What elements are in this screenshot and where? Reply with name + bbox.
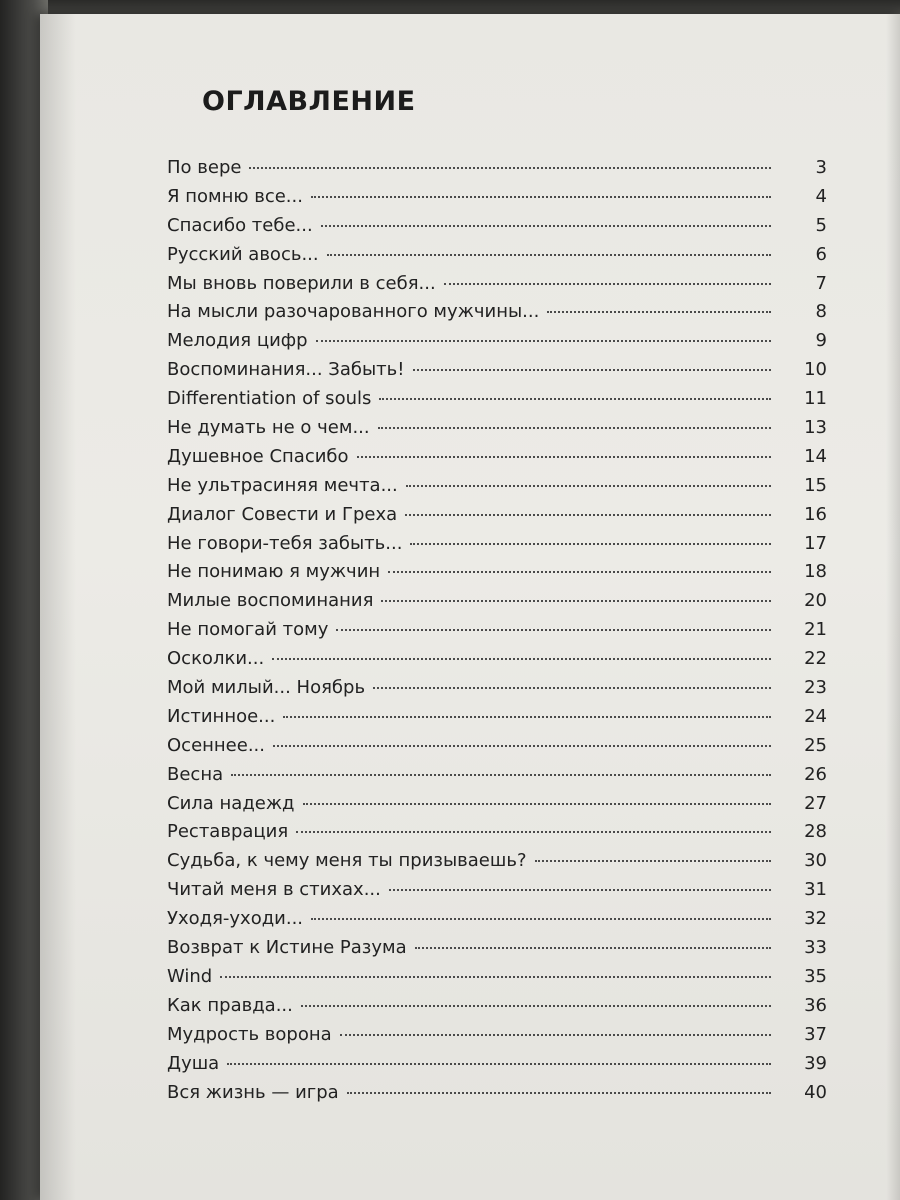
toc-entry — [167, 648, 827, 677]
toc-page-number: 40 — [804, 1081, 827, 1103]
toc-entry — [167, 186, 827, 215]
toc-page-number: 35 — [804, 965, 827, 987]
dot-leader — [303, 803, 771, 805]
toc-entry — [167, 995, 827, 1024]
dot-leader — [373, 687, 771, 689]
dot-leader — [381, 600, 771, 602]
toc-page-number: 24 — [804, 705, 827, 727]
dot-leader — [405, 514, 771, 516]
toc-entry-title: Сила надежд — [167, 792, 295, 814]
toc-entry — [167, 735, 827, 764]
toc-page-number: 5 — [815, 214, 827, 236]
dot-leader — [413, 369, 772, 371]
toc-entry-title: Не ультрасиняя мечта... — [167, 474, 398, 496]
toc-entry-title: Не говори-тебя забыть... — [167, 532, 403, 554]
toc-entry — [167, 619, 827, 648]
dot-leader — [336, 629, 771, 631]
toc-page-number: 37 — [804, 1023, 827, 1045]
toc-entry-title: Не понимаю я мужчин — [167, 561, 381, 583]
toc-page-number: 39 — [804, 1052, 827, 1074]
toc-entry — [167, 417, 827, 446]
toc-entry-title: По вере — [167, 157, 242, 178]
dot-leader — [547, 311, 771, 313]
toc-page-number: 28 — [804, 821, 827, 843]
toc-entry — [167, 359, 827, 388]
dot-leader — [389, 889, 771, 891]
toc-entry-title: На мысли разочарованного мужчины... — [167, 301, 540, 323]
toc-entry-title: Читай меня в стихах... — [167, 879, 381, 901]
toc-entry — [167, 561, 827, 590]
toc-entry — [167, 215, 827, 244]
dot-leader — [311, 918, 771, 920]
toc-page-number: 15 — [804, 474, 827, 496]
dot-leader — [340, 1034, 771, 1036]
toc-page-number: 36 — [804, 994, 827, 1016]
toc-entry-title: Не помогай тому — [167, 619, 329, 641]
dot-leader — [283, 716, 771, 718]
toc-page-number: 6 — [815, 243, 827, 265]
toc-entry — [167, 937, 827, 966]
toc-entry — [167, 388, 827, 417]
toc-page-number: 27 — [804, 792, 827, 814]
dot-leader — [321, 225, 771, 227]
toc-entry-title: Не думать не о чем... — [167, 417, 370, 439]
toc-entry-title: Воспоминания... Забыть! — [167, 359, 405, 381]
toc-entry — [167, 1053, 827, 1082]
toc-page-number: 3 — [815, 157, 827, 178]
toc-entry-title: Мелодия цифр — [167, 330, 308, 352]
dot-leader — [410, 543, 771, 545]
dot-leader — [316, 340, 771, 342]
dot-leader — [273, 745, 771, 747]
toc-page-number: 9 — [815, 330, 827, 352]
toc-entry — [167, 908, 827, 937]
dot-leader — [311, 196, 771, 198]
dot-leader — [357, 456, 771, 458]
dot-leader — [406, 485, 771, 487]
toc-entry — [167, 244, 827, 273]
toc-page-number: 23 — [804, 677, 827, 699]
toc-entry-title: Уходя-уходи... — [167, 908, 304, 930]
toc-entry — [167, 1082, 827, 1111]
dot-leader — [301, 1005, 771, 1007]
toc-entry-title: Душевное Спасибо — [167, 445, 349, 467]
dot-leader — [535, 860, 771, 862]
toc-entry-title: Душа — [167, 1052, 220, 1074]
toc-page-number: 20 — [804, 590, 827, 612]
toc-page-number: 21 — [804, 619, 827, 641]
toc-page-number: 26 — [804, 763, 827, 785]
toc-entry — [167, 677, 827, 706]
book-page — [40, 14, 900, 1200]
toc-entry-title: Мы вновь поверили в себя... — [167, 272, 436, 294]
toc-entry-title: Судьба, к чему меня ты призываешь? — [167, 850, 527, 872]
dot-leader — [272, 658, 771, 660]
toc-entry — [167, 1024, 827, 1053]
toc-entry-title: Истинное... — [167, 705, 276, 727]
toc-entry — [167, 764, 827, 793]
toc-entry-title: Я помню все... — [167, 185, 303, 207]
toc-page-number: 18 — [804, 561, 827, 583]
dot-leader — [347, 1092, 771, 1094]
page-title: ОГЛАВЛЕНИЕ — [202, 86, 416, 117]
dot-leader — [327, 254, 771, 256]
dot-leader — [388, 571, 771, 573]
toc-entry — [167, 330, 827, 359]
toc-entry — [167, 706, 827, 735]
toc-page-number: 10 — [804, 359, 827, 381]
toc-entry-title: Мой милый... Ноябрь — [167, 677, 366, 699]
toc-entry-title: Вся жизнь — игра — [167, 1081, 339, 1103]
toc-entry-title: Wind — [167, 965, 213, 987]
toc-entry — [167, 157, 827, 186]
toc-entry — [167, 475, 827, 504]
toc-entry-title: Весна — [167, 763, 224, 785]
table-of-contents — [167, 157, 827, 1110]
toc-entry-title: Мудрость ворона — [167, 1023, 332, 1045]
toc-entry-title: Differentiation of souls — [167, 388, 372, 410]
toc-entry-title: Милые воспоминания — [167, 590, 374, 612]
dot-leader — [378, 427, 771, 429]
toc-entry — [167, 446, 827, 475]
dot-leader — [231, 774, 771, 776]
dot-leader — [296, 831, 771, 833]
dot-leader — [444, 283, 771, 285]
toc-page-number: 22 — [804, 648, 827, 670]
toc-page-number: 14 — [804, 445, 827, 467]
toc-entry — [167, 879, 827, 908]
dot-leader — [220, 976, 771, 978]
toc-page-number: 33 — [804, 937, 827, 959]
toc-page-number: 7 — [815, 272, 827, 294]
page-edge-shadow — [886, 14, 900, 1200]
toc-entry — [167, 966, 827, 995]
toc-entry — [167, 533, 827, 562]
toc-entry — [167, 793, 827, 822]
toc-page-number: 8 — [815, 301, 827, 323]
toc-entry-title: Осеннее... — [167, 734, 265, 756]
dot-leader — [379, 398, 771, 400]
toc-page-number: 17 — [804, 532, 827, 554]
toc-entry — [167, 590, 827, 619]
toc-entry — [167, 273, 827, 302]
toc-page-number: 30 — [804, 850, 827, 872]
toc-page-number: 25 — [804, 734, 827, 756]
toc-entry-title: Осколки... — [167, 648, 265, 670]
toc-page-number: 11 — [804, 388, 827, 410]
toc-entry-title: Как правда... — [167, 994, 293, 1016]
toc-page-number: 16 — [804, 503, 827, 525]
toc-page-number: 4 — [815, 185, 827, 207]
toc-entry-title: Спасибо тебе... — [167, 214, 313, 236]
toc-entry-title: Возврат к Истине Разума — [167, 937, 407, 959]
toc-entry-title: Русский авось... — [167, 243, 319, 265]
toc-entry-title: Диалог Совести и Греха — [167, 503, 398, 525]
toc-entry — [167, 301, 827, 330]
dot-leader — [227, 1063, 771, 1065]
dot-leader — [415, 947, 771, 949]
toc-entry — [167, 850, 827, 879]
toc-entry-title: Реставрация — [167, 821, 289, 843]
toc-entry — [167, 821, 827, 850]
toc-page-number: 13 — [804, 417, 827, 439]
toc-entry — [167, 504, 827, 533]
toc-page-number: 32 — [804, 908, 827, 930]
toc-page-number: 31 — [804, 879, 827, 901]
dot-leader — [249, 167, 771, 169]
